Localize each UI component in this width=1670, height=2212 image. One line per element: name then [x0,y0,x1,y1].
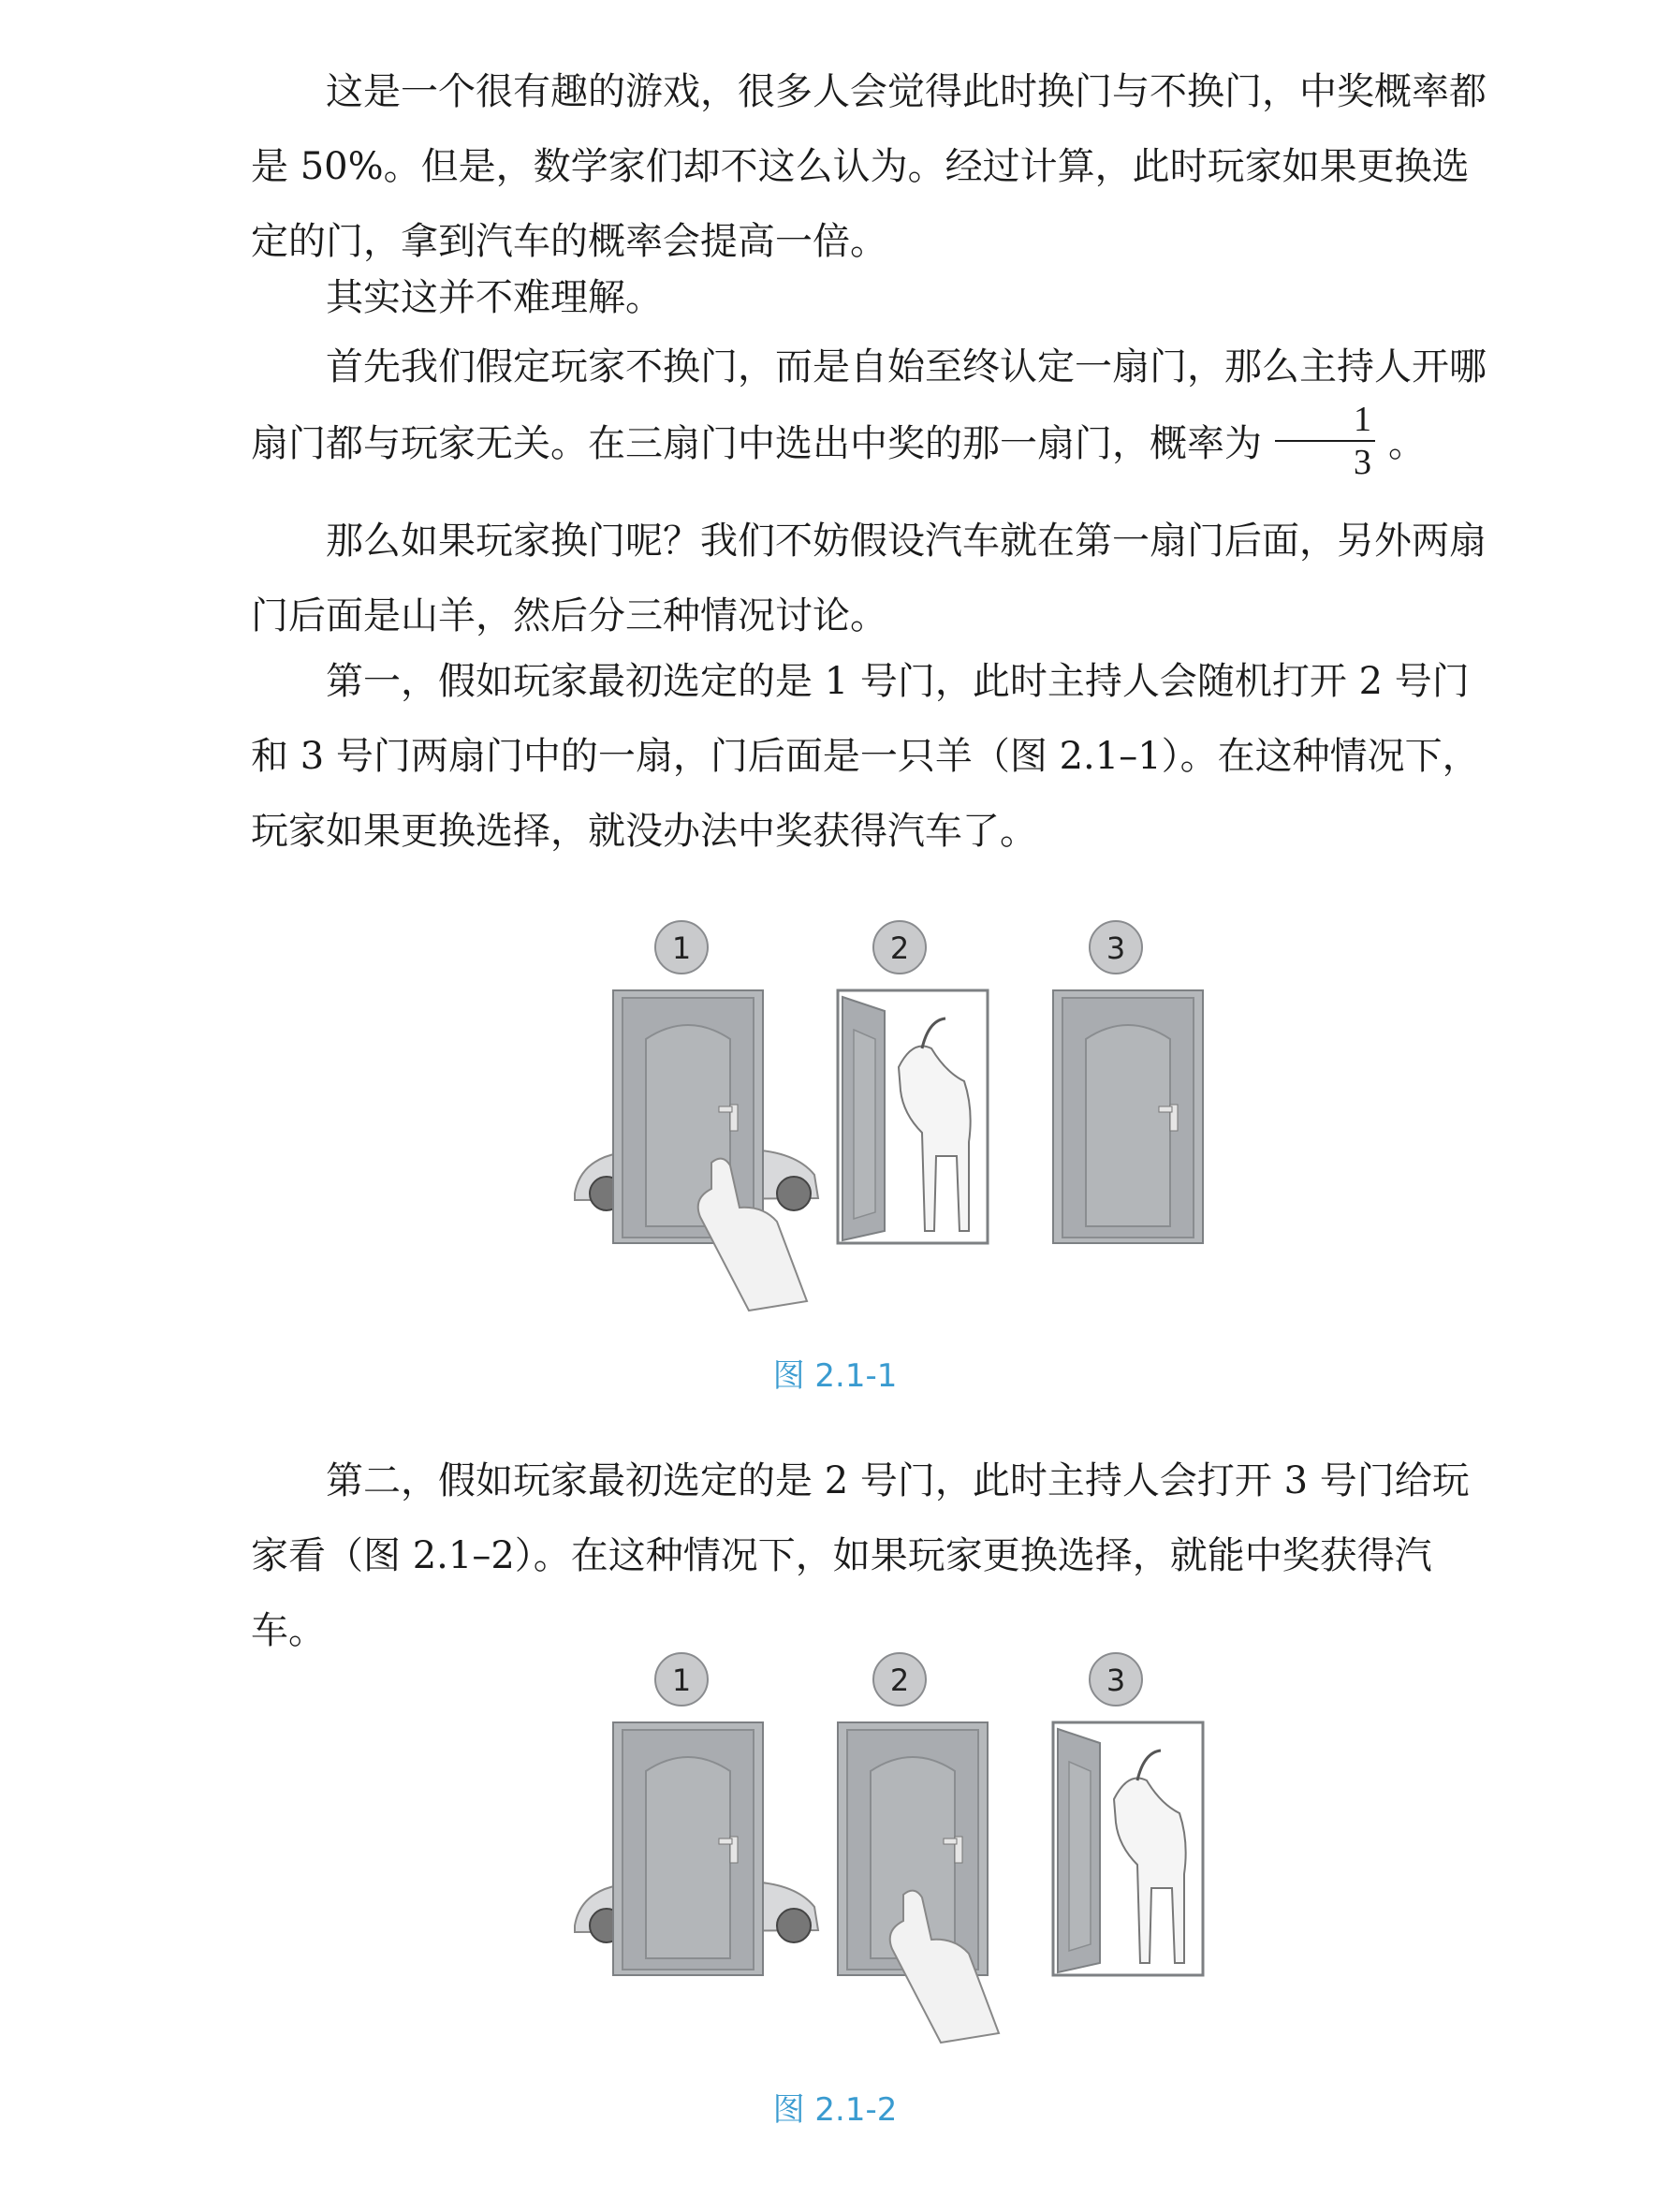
paragraph-6: 第二，假如玩家最初选定的是 2 号门，此时主持人会打开 3 号门给玩家看（图 2.1–2）。在这种情况下，如果玩家更换选择，就能中奖获得汽车。 [251,1459,1470,1652]
door-3-closed [1053,990,1203,1243]
door-number-badge-3 [1090,921,1142,974]
figure-caption-2: 图 2.1-2 [772,2091,898,2129]
fraction-denominator: 3 [1354,443,1371,482]
figure-2-1-2 [0,1640,1670,2052]
door-number-badge-1 [655,1653,708,1706]
figure-caption-1: 图 2.1-1 [772,1357,898,1395]
paragraph-5: 第一，假如玩家最初选定的是 1 号门，此时主持人会随机打开 2 号门和 3 号门两扇门中的一扇，门后面是一只羊（图 2.1–1）。在这种情况下，玩家如果更换选择，就没办法中奖获得汽车了。 [251,660,1480,853]
paragraph-3-text: 首先我们假定玩家不换门，而是自始至终认定一扇门，那么主持人开哪扇门都与玩家无关。在三扇门中选出中奖的那一扇门，概率为 [251,345,1487,465]
fraction-one-third [1275,399,1375,483]
paragraph-4: 那么如果玩家换门呢？我们不妨假设汽车就在第一扇门后面，另外两扇门后面是山羊，然后分三种情况讨论。 [251,520,1487,637]
svg-text:1: 1 [671,930,692,966]
door-1-closed [613,990,763,1243]
svg-text:3: 3 [1106,1663,1126,1698]
door-number-badge-1 [655,921,708,974]
paragraph-2: 其实这并不难理解。 [326,276,663,319]
door-number-badge-2 [873,1653,926,1706]
paragraph-3-end: 。 [1388,422,1426,465]
door-1-closed [613,1722,763,1975]
paragraph-3 [251,330,1505,489]
paragraph-1: 这是一个很有趣的游戏，很多人会觉得此时换门与不换门，中奖概率都是 50%。但是，数学家们却不这么认为。经过计算，此时玩家如果更换选定的门，拿到汽车的概率会提高一倍。 [251,70,1487,263]
door-number-badge-3 [1090,1653,1142,1706]
fraction-numerator: 1 [1275,399,1375,442]
svg-text:3: 3 [1106,930,1126,966]
svg-text:1: 1 [671,1663,692,1698]
svg-text:2: 2 [889,930,910,966]
figure-2-1-1 [0,908,1670,1320]
svg-text:2: 2 [889,1663,910,1698]
door-number-badge-2 [873,921,926,974]
